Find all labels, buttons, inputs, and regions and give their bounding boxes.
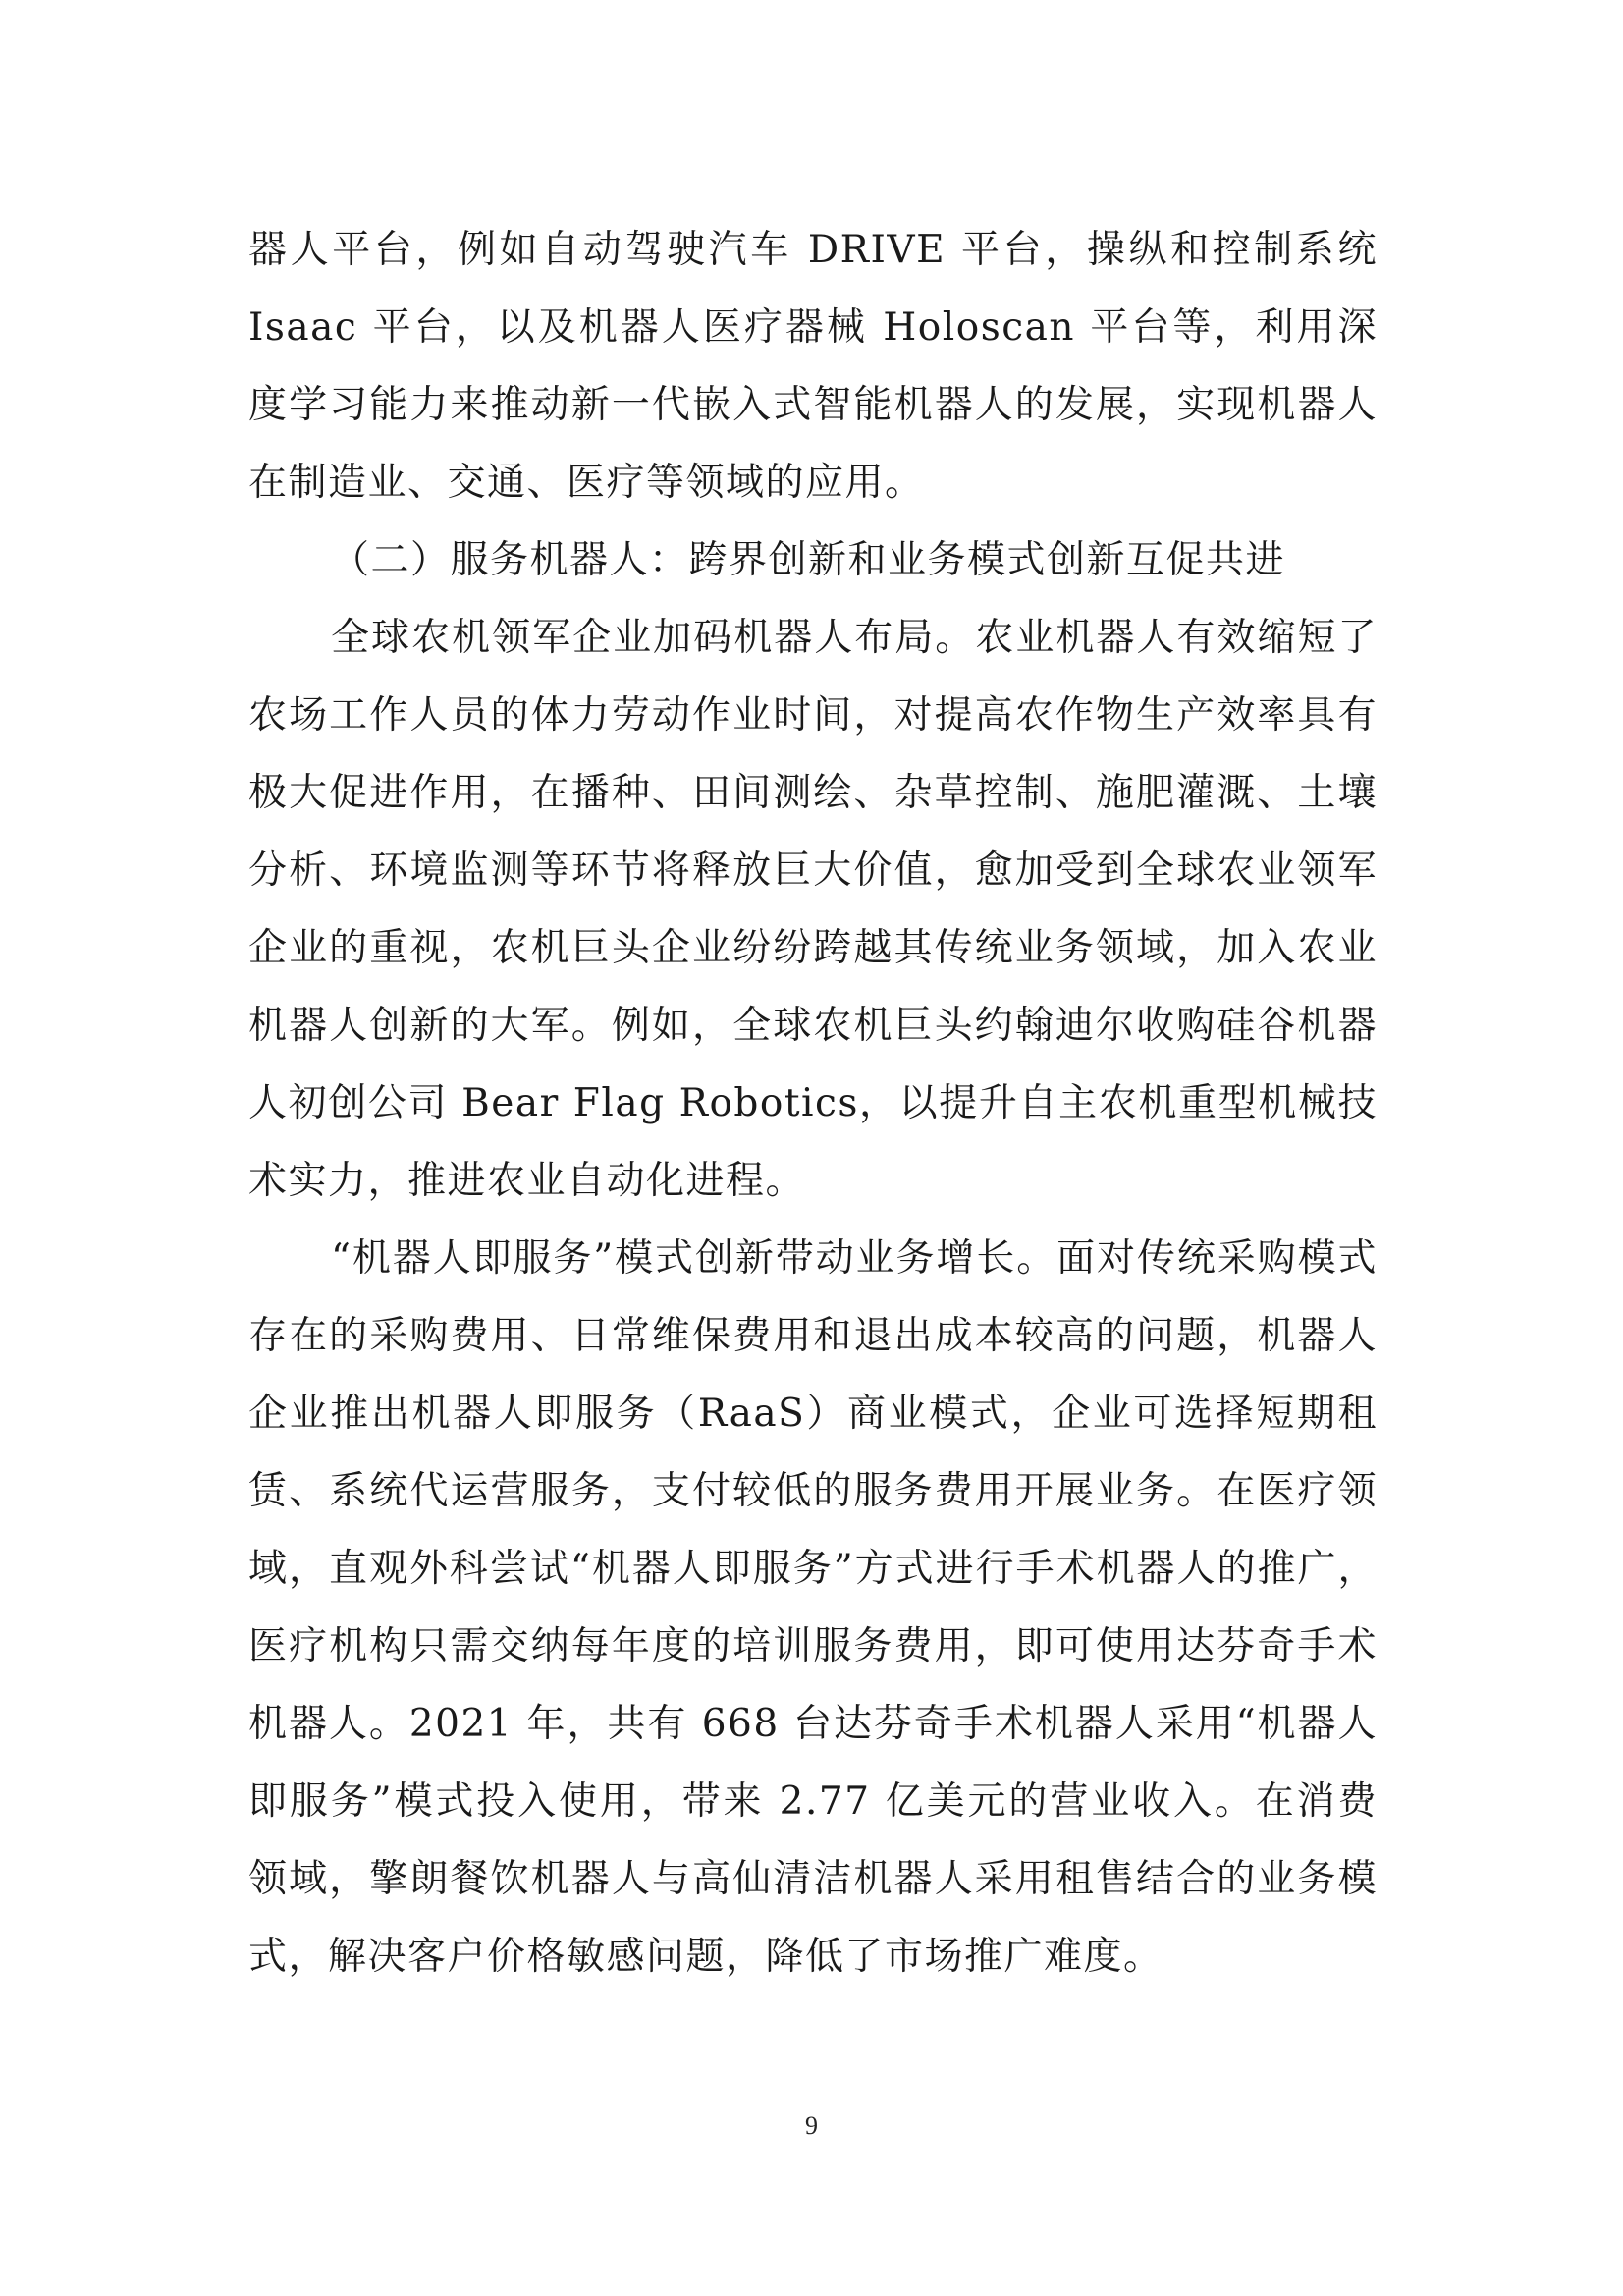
- section-heading: （二）服务机器人：跨界创新和业务模式创新互促共进: [331, 538, 1286, 582]
- paragraph-agriculture-robots: 全球农机领军企业加码机器人布局。农业机器人有效缩短了农场工作人员的体力劳动作业时间，对提高农作物生产效率具有极大促进作用，在播种、田间测绘、杂草控制、施肥灌溉、土壤分析、环境监测等环节将释放巨大价值，愈加受到全球农业领军企业的重视，农机巨头企业纷纷跨越其传统业务领域，加入农业机器人创新的大军。例如，全球农机巨头约翰迪尔收购硅谷机器人初创公司 Bear Flag Robotics，以提升自主农机重型机械技术实力，推进农业自动化进程。: [248, 616, 1378, 1203]
- paragraph-raas: “机器人即服务”模式创新带动业务增长。面对传统采购模式存在的采购费用、日常维保费用和退出成本较高的问题，机器人企业推出机器人即服务（RaaS）商业模式，企业可选择短期租赁、系统代运营服务，支付较低的服务费用开展业务。在医疗领域，直观外科尝试“机器人即服务”方式进行手术机器人的推广，医疗机构只需交纳每年度的培训服务费用，即可使用达芬奇手术机器人。2021 年，共有 668 台达芬奇手术机器人采用“机器人即服务”模式投入使用，带来 2.77 亿美元的营业收入。在消费领域，擎朗餐饮机器人与高仙清洁机器人采用租售结合的业务模式，解决客户价格敏感问题，降低了市场推广难度。: [248, 1236, 1378, 1979]
- paragraph-continuation: 器人平台，例如自动驾驶汽车 DRIVE 平台，操纵和控制系统 Isaac 平台，以及机器人医疗器械 Holoscan 平台等，利用深度学习能力来推动新一代嵌入式智能机器人的发展，实现机器人在制造业、交通、医疗等领域的应用。: [248, 228, 1378, 505]
- page-number: 9: [805, 2111, 818, 2140]
- body-text: [248, 211, 1378, 1995]
